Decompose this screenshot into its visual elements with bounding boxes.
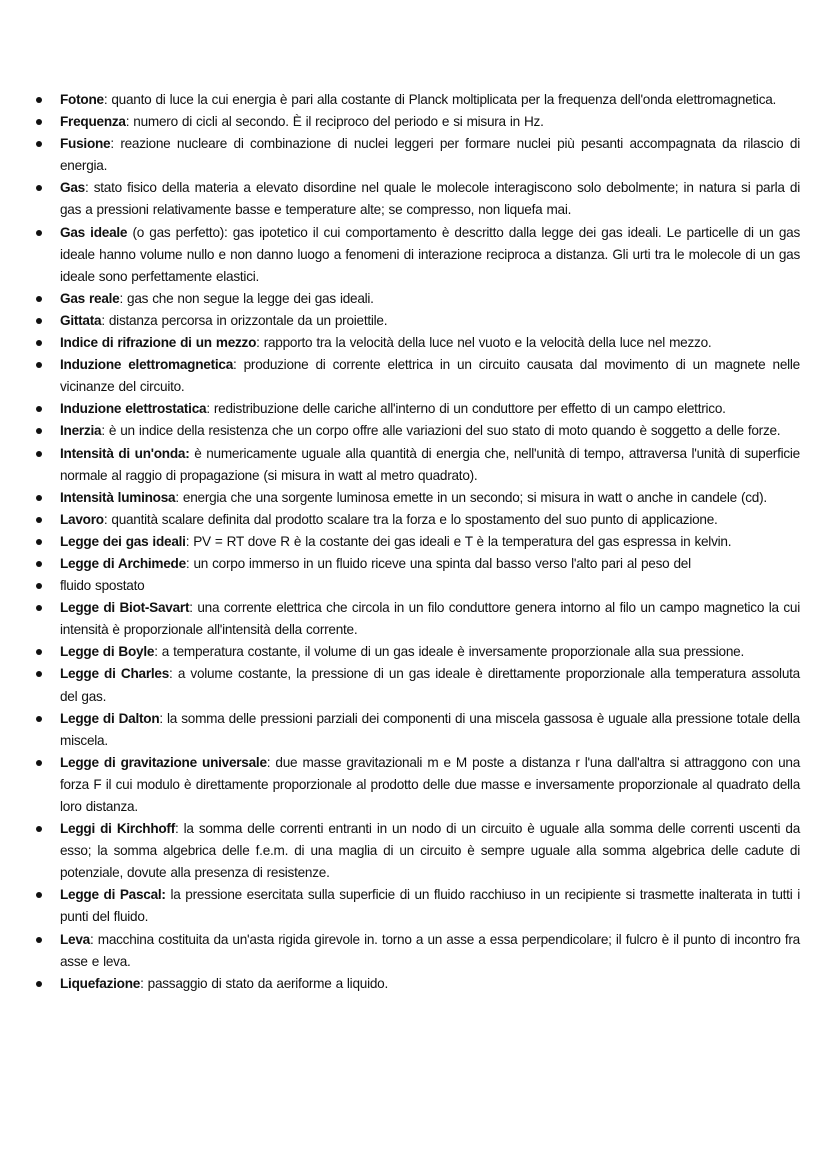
bullet-icon xyxy=(36,97,42,103)
glossary-entry xyxy=(36,509,800,531)
glossary-definition: fluido spostato xyxy=(60,578,145,594)
glossary-term: Fotone xyxy=(60,92,104,107)
glossary-term: Gittata xyxy=(60,312,102,328)
glossary-term: Lavoro xyxy=(60,511,104,527)
glossary-term: Legge di Pascal: xyxy=(60,887,166,903)
bullet-icon xyxy=(36,649,42,655)
glossary-term: Induzione elettromagnetica xyxy=(60,357,234,373)
glossary-term: Gas ideale xyxy=(60,224,128,240)
glossary-entry xyxy=(36,89,800,111)
bullet-icon xyxy=(36,605,42,611)
bullet-icon xyxy=(36,583,42,589)
bullet-icon xyxy=(36,495,42,501)
glossary-entry xyxy=(36,177,800,221)
glossary-entry xyxy=(36,575,800,597)
glossary-entry xyxy=(36,111,800,133)
glossary-term: Intensità di un'onda: xyxy=(60,445,190,461)
glossary-definition: è numericamente uguale alla quantità di energia che, nell'unità di tempo, attraversa l'unità di superficie normale al raggio di propagazione (si misura in watt al metro quadrato). xyxy=(60,445,800,483)
glossary-definition: : la somma delle pressioni parziali dei componenti di una miscela gassosa è uguale alla pressione totale della miscela. xyxy=(60,710,800,748)
bullet-icon xyxy=(36,428,42,434)
glossary-entry xyxy=(36,420,800,442)
glossary-term: Legge di Boyle xyxy=(60,644,155,660)
bullet-icon xyxy=(36,230,42,236)
glossary-term: Legge di gravitazione universale xyxy=(60,754,267,770)
glossary-definition: : quanto di luce la cui energia è pari alla costante di Planck moltiplicata per la frequenza dell'onda elettromagnetica. xyxy=(103,92,777,107)
glossary-definition: : una corrente elettrica che circola in un filo conduttore genera intorno al filo un campo magnetico la cui intensità è proporzionale all'intensità della corrente. xyxy=(60,600,800,638)
glossary-term: Intensità luminosa xyxy=(60,489,176,505)
glossary-entry xyxy=(36,443,800,487)
glossary-definition: : macchina costituita da un'asta rigida girevole in. torno a un asse a essa perpendicolare; il fulcro è il punto di incontro fra asse e leva. xyxy=(60,931,800,969)
glossary-definition: : stato fisico della materia a elevato disordine nel quale le molecole interagiscono solo debolmente; in natura si parla di gas a pressioni relativamente basse e temperature alte; se compresso, non liquefa mai. xyxy=(60,180,800,218)
bullet-icon xyxy=(36,296,42,302)
glossary-entry xyxy=(36,884,800,928)
bullet-icon xyxy=(36,340,42,346)
glossary-entry xyxy=(36,973,800,995)
glossary-definition: : reazione nucleare di combinazione di nuclei leggeri per formare nuclei più pesanti accompagnata da rilascio di energia. xyxy=(60,136,800,174)
glossary-definition: : passaggio di stato da aeriforme a liquido. xyxy=(140,975,388,991)
glossary-entry xyxy=(36,288,800,310)
glossary-term: Liquefazione xyxy=(60,975,141,991)
glossary-term: Leva xyxy=(60,931,90,947)
bullet-icon xyxy=(36,119,42,125)
glossary-entry xyxy=(36,531,800,553)
glossary-term: Inerzia xyxy=(60,423,102,439)
glossary-definition: : energia che una sorgente luminosa emette in un secondo; si misura in watt o anche in candele (cd). xyxy=(175,489,767,505)
glossary-definition: : a temperatura costante, il volume di un gas ideale è inversamente proporzionale alla sua pressione. xyxy=(154,644,744,660)
glossary-entry xyxy=(36,929,800,973)
bullet-icon xyxy=(36,318,42,324)
glossary-definition: : gas che non segue la legge dei gas ideali. xyxy=(119,290,374,306)
bullet-icon xyxy=(36,892,42,898)
glossary-entry xyxy=(36,354,800,398)
glossary-entry xyxy=(36,818,800,884)
glossary-term: Indice di rifrazione di un mezzo xyxy=(60,335,257,351)
glossary-term: Frequenza xyxy=(60,114,126,130)
glossary-definition: : due masse gravitazionali m e M poste a distanza r l'una dall'altra si attraggono con una forza F il cui modulo è direttamente proporzionale al prodotto delle due masse e inversamente proporzionale al quadrato della loro distanza. xyxy=(60,754,801,814)
bullet-icon xyxy=(36,716,42,722)
glossary-term: Leggi di Kirchhoff xyxy=(60,821,175,837)
glossary-definition: (o gas perfetto): gas ipotetico il cui comportamento è descritto dalla legge dei gas ideali. Le particelle di un gas ideale hanno volume nullo e non danno luogo a fenomeni di interazione reciproca a distanza. Gli urti tra le molecole di un gas ideale sono perfettamente elastici. xyxy=(60,224,800,284)
bullet-icon xyxy=(36,362,42,368)
glossary-entry xyxy=(36,310,800,332)
glossary-definition: : a volume costante, la pressione di un gas ideale è direttamente proporzionale alla temperatura assoluta del gas. xyxy=(60,666,800,704)
glossary-term: Legge di Dalton xyxy=(60,710,160,726)
glossary-term: Legge di Biot-Savart xyxy=(60,600,190,616)
glossary-definition: : la somma delle correnti entranti in un nodo di un circuito è uguale alla somma delle correnti uscenti da esso; la somma algebrica delle f.e.m. di una maglia di un circuito è sempre uguale alla somma algebrica delle cadute di potenziale, dovute alla presenza di resistenze. xyxy=(60,821,800,881)
glossary-definition: : un corpo immerso in un fluido riceve una spinta dal basso verso l'alto pari al peso del xyxy=(185,555,691,571)
glossary-entry xyxy=(36,708,800,752)
glossary-definition: la pressione esercitata sulla superficie di un fluido racchiuso in un recipiente si trasmette inalterata in tutti i punti del fluido. xyxy=(60,887,800,925)
glossary-entry xyxy=(36,487,800,509)
glossary-definition: : quantità scalare definita dal prodotto scalare tra la forza e lo spostamento del suo punto di applicazione. xyxy=(103,511,718,527)
bullet-icon xyxy=(36,937,42,943)
bullet-icon xyxy=(36,671,42,677)
glossary-entry xyxy=(36,597,800,641)
glossary-entry xyxy=(36,752,800,818)
glossary-definition: : numero di cicli al secondo. È il reciproco del periodo e si misura in Hz. xyxy=(125,114,544,130)
bullet-icon xyxy=(36,451,42,457)
glossary-term: Gas reale xyxy=(60,290,120,306)
glossary-list xyxy=(36,89,800,995)
bullet-icon xyxy=(36,826,42,832)
bullet-icon xyxy=(36,760,42,766)
glossary-entry xyxy=(36,332,800,354)
bullet-icon xyxy=(36,517,42,523)
glossary-definition: : distanza percorsa in orizzontale da un proiettile. xyxy=(101,312,388,328)
glossary-definition: : è un indice della resistenza che un corpo offre alle variazioni del suo stato di moto quando è soggetto a delle forze. xyxy=(101,423,781,439)
glossary-term: Induzione elettrostatica xyxy=(60,401,207,417)
glossary-term: Legge di Charles xyxy=(60,666,170,682)
glossary-term: Gas xyxy=(60,180,85,196)
bullet-icon xyxy=(36,981,42,987)
glossary-definition: : redistribuzione delle cariche all'interno di un conduttore per effetto di un campo elettrico. xyxy=(206,401,726,417)
glossary-entry xyxy=(36,398,800,420)
glossary-entry xyxy=(36,553,800,575)
glossary-term: Fusione xyxy=(60,136,111,152)
bullet-icon xyxy=(36,406,42,412)
bullet-icon xyxy=(36,561,42,567)
glossary-entry xyxy=(36,133,800,177)
glossary-entry xyxy=(36,222,800,288)
glossary-term: Legge dei gas ideali xyxy=(60,533,186,549)
glossary-term: Legge di Archimede xyxy=(60,555,186,571)
glossary-definition: : rapporto tra la velocità della luce nel vuoto e la velocità della luce nel mezzo. xyxy=(256,335,712,351)
glossary-definition: : produzione di corrente elettrica in un circuito causata dal movimento di un magnete nelle vicinanze del circuito. xyxy=(60,357,800,395)
bullet-icon xyxy=(36,141,42,147)
glossary-entry xyxy=(36,641,800,663)
bullet-icon xyxy=(36,185,42,191)
bullet-icon xyxy=(36,539,42,545)
glossary-definition: : PV = RT dove R è la costante dei gas ideali e T è la temperatura del gas espressa in kelvin. xyxy=(185,533,732,549)
glossary-entry xyxy=(36,663,800,707)
